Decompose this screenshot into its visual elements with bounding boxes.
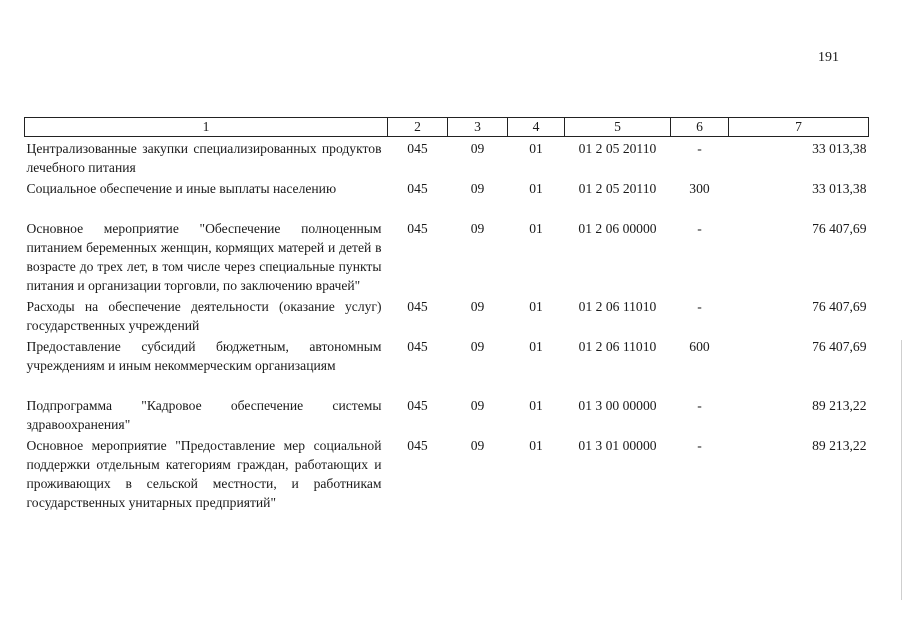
subsection-code: 01 [529,299,543,314]
expense-type-code: - [697,438,702,453]
expense-type-code: 600 [689,339,710,354]
expense-type-code: - [697,221,702,236]
target-article-code: 01 2 06 11010 [578,339,657,354]
table-row [25,375,869,434]
page-number: 191 [818,50,839,65]
subsection-code: 01 [529,339,543,354]
amount: 33 013,38 [812,141,867,156]
ministry-code: 045 [407,398,428,413]
column-header: 7 [729,118,869,137]
target-article-code: 01 3 00 00000 [578,398,657,413]
ministry-code: 045 [407,141,428,156]
table-row [25,137,869,178]
section-code: 09 [470,438,485,453]
subsection-code: 01 [529,221,543,236]
section-code: 09 [470,141,485,156]
ministry-code: 045 [407,181,428,196]
section-code: 09 [470,221,485,236]
expense-type-code: 300 [689,181,710,196]
subsection-code: 01 [529,141,543,156]
section-code: 09 [470,339,485,354]
table-row [25,335,869,375]
column-header: 5 [565,118,671,137]
scan-edge-mark [901,340,902,600]
amount: 89 213,22 [812,438,867,453]
subsection-code: 01 [529,438,543,453]
ministry-code: 045 [407,438,428,453]
expense-name: Социальное обеспечение и иные выплаты населению [26,181,337,196]
target-article-code: 01 2 05 20110 [578,181,657,196]
column-header: 6 [671,118,729,137]
ministry-code: 045 [407,299,428,314]
table-row [25,198,869,295]
expense-type-code: - [697,398,702,413]
column-header: 3 [448,118,508,137]
expense-name: Предоставление субсидий бюджетным, автономным учреждениям и иным некоммерческим организациям [26,339,382,373]
expense-name: Централизованные закупки специализированных продуктов лечебного питания [26,141,382,175]
table-header-row [25,118,869,137]
amount: 76 407,69 [812,221,867,236]
subsection-code: 01 [529,181,543,196]
section-code: 09 [470,398,485,413]
budget-table [24,117,869,512]
amount: 76 407,69 [812,299,867,314]
amount: 33 013,38 [812,181,867,196]
amount: 89 213,22 [812,398,867,413]
section-code: 09 [470,181,485,196]
column-header: 4 [508,118,565,137]
ministry-code: 045 [407,221,428,236]
target-article-code: 01 2 06 00000 [578,221,657,236]
expense-name: Основное мероприятие "Предоставление мер социальной поддержки отдельным категориям граждан, работающих и проживающих в сельской местности, и работникам государственных унитарных предприятий" [26,438,382,510]
expense-name: Расходы на обеспечение деятельности (оказание услуг) государственных учреждений [26,299,382,333]
expense-type-code: - [697,299,702,314]
section-code: 09 [470,299,485,314]
table-row [25,295,869,335]
table-row [25,434,869,512]
column-header: 2 [388,118,448,137]
target-article-code: 01 2 06 11010 [578,299,657,314]
expense-type-code: - [697,141,702,156]
expense-name: Подпрограмма "Кадровое обеспечение системы здравоохранения" [26,398,382,432]
amount: 76 407,69 [812,339,867,354]
expense-name: Основное мероприятие "Обеспечение полноценным питанием беременных женщин, кормящих матерей и детей в возрасте до трех лет, в том числе через специальные пункты питания и организации торговли, по заключению врачей" [26,221,382,293]
target-article-code: 01 2 05 20110 [578,141,657,156]
ministry-code: 045 [407,339,428,354]
subsection-code: 01 [529,398,543,413]
target-article-code: 01 3 01 00000 [578,438,657,453]
table-row [25,177,869,198]
column-header: 1 [25,118,388,137]
